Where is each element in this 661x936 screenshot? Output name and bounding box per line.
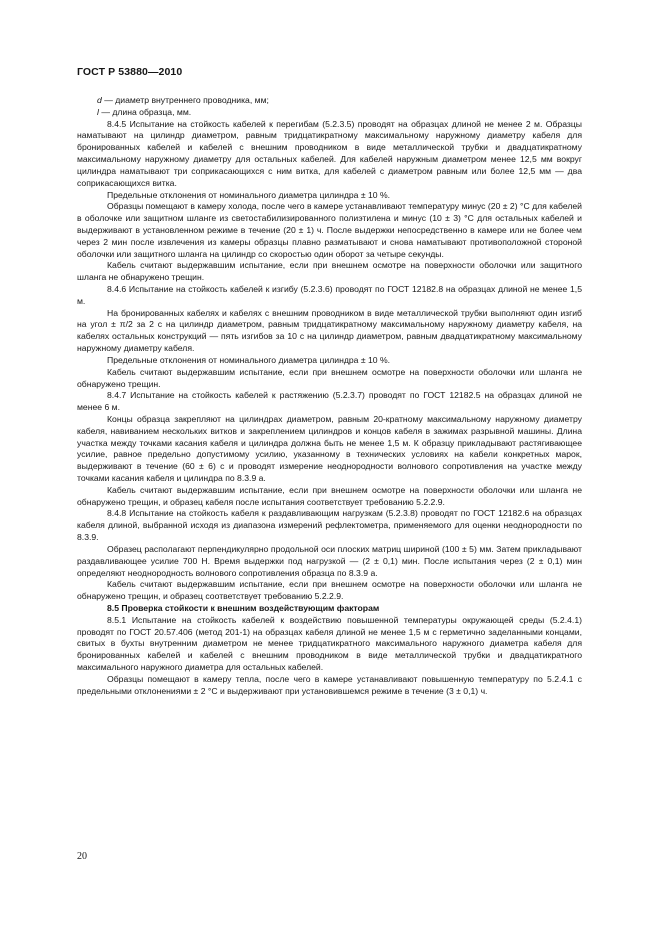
clause-8-4-5: 8.4.5 Испытание на стойкость кабелей к перегибам (5.2.3.5) проводят на образцах длиной не менее 2 м. Образцы наматывают на цилиндр диаметром, равным тридцатикратному максимальному наружному диаметру кабеля для бронированных кабелей и кабелей с внешним проводником в виде металлической трубки и двадцатикратному максимальному наружному диаметру для остальных кабелей. Для кабелей наружным диаметром менее 12,5 мм вокруг цилиндра наматывают три соприкасающихся с ним витка, для кабелей с диаметром равным или более 12,5 мм — два соприкасающихся витка. <box>77 118 582 188</box>
page-number: 20 <box>77 851 87 862</box>
definition-l <box>77 107 582 119</box>
definition-l-text: — длина образца, мм. <box>98 106 192 117</box>
paragraph-pass-criteria-4: Кабель считают выдержавшим испытание, если при внешнем осмотре на поверхности оболочки или шланга не обнаружено трещин, и образец соответствует требованию 5.2.2.9. <box>77 579 582 602</box>
paragraph-tolerance-1: Предельные отклонения от номинального диаметра цилиндра ± 10 %. <box>107 189 391 200</box>
symbol-l: l <box>97 106 99 117</box>
paragraph-tolerance-2: Предельные отклонения от номинального диаметра цилиндра ± 10 %. <box>107 354 391 365</box>
clause-8-4-8: 8.4.8 Испытание на стойкость кабеля к раздавливающим нагрузкам (5.2.3.8) проводят по ГОСТ 12182.6 на образцах кабеля длиной, выбранной исходя из диапазона измерений рефлектометра, применяемого для оценки неоднородности по 8.3.9. <box>77 508 582 543</box>
paragraph-pass-criteria-2: Кабель считают выдержавшим испытание, если при внешнем осмотре на поверхности оболочки или шланга не обнаружено трещин. <box>77 366 582 389</box>
definition-d <box>77 95 582 107</box>
symbol-d: d <box>97 95 102 105</box>
paragraph-pass-criteria-1: Кабель считают выдержавшим испытание, если при внешнем осмотре на поверхности оболочки или защитного шланга не обнаружено трещин. <box>77 260 582 283</box>
paragraph-pass-criteria-3: Кабель считают выдержавшим испытание, если при внешнем осмотре на поверхности оболочки или шланга не обнаружено трещин, и образец кабеля после испытания соответствует требованию 5.2.2.9. <box>77 484 582 507</box>
clause-8-4-7: 8.4.7 Испытание на стойкость кабелей к растяжению (5.2.3.7) проводят по ГОСТ 12182.5 на образцах длиной не менее 6 м. <box>77 390 582 413</box>
clause-8-5-1: 8.5.1 Испытание на стойкость кабелей к воздействию повышенной температуры окружающей среды (5.2.4.1) проводят по ГОСТ 20.57.406 (метод 201-1) на образцах кабеля длиной не менее 1,5 м с герметично заделанными концами, свитых в бухты внутренним диаметром не менее тридцатикратного максимального наружного диаметра кабеля для бронированных кабелей и кабелей с внешним проводником в виде металлической трубки и двадцатикратного максимального наружного диаметра для остальных кабелей. <box>77 614 582 672</box>
clause-8-4-6: 8.4.6 Испытание на стойкость кабелей к изгибу (5.2.3.6) проводят по ГОСТ 12182.8 на образцах длиной не менее 1,5 м. <box>77 284 582 306</box>
definition-d-text: — диаметр внутреннего проводника, мм; <box>101 95 269 105</box>
paragraph-heat-chamber: Образцы помещают в камеру тепла, после чего в камере устанавливают повышенную температуру по 5.2.4.1 с предельными отклонениями ± 2 °С и выдерживают при установившемся режиме в течение (3 ± 0,1) ч. <box>77 673 582 696</box>
paragraph-bending: На бронированных кабелях и кабелях с внешним проводником в виде металлической трубки выполняют один изгиб на угол ± π/2 за 2 с на цилиндр диаметром, равным тридцатикратному максимальному наружному диаметру кабеля, на кабелях остальных конструкций — пять изгибов за 10 с на цилиндр диаметром, равным двадцатикратному максимальному наружному диаметру кабеля. <box>77 307 582 354</box>
document-header: ГОСТ Р 53880—2010 <box>77 66 183 78</box>
document-body <box>77 95 582 697</box>
paragraph-cold-chamber: Образцы помещают в камеру холода, после чего в камере устанавливают температуру минус (20 ± 2) °С для кабелей в оболочке или защитном шланге из светостабилизированного полиэтилена и минус (10 ± 3) °С для остальных кабелей и выдерживают в установленном режиме в течение (20 ± 1) ч. После выдержки непосредственно в камере или не более чем через 2 мин после извлечения из камеры образцы плавно разматывают и снова наматывают противоположной стороной оболочки или защитного шланга на цилиндр со скоростью один оборот за четыре секунды. <box>77 201 582 259</box>
section-heading-8-5: 8.5 Проверка стойкости к внешним воздействующим факторам <box>107 602 380 613</box>
paragraph-crush: Образец располагают перпендикулярно продольной оси плоских матриц шириной (100 ± 5) мм. Затем прикладывают раздавливающее усилие 700 Н. Время выдержки под нагрузкой — (2 ± 0,1) мин. После испытания через (2 ± 0,1) мин определяют неоднородность волнового сопротивления образца по 8.3.9 а. <box>77 543 582 578</box>
paragraph-tension: Концы образца закрепляют на цилиндрах диаметром, равным 20-кратному максимальному наружному диаметру кабеля, навиванием нескольких витков и закреплением цилиндров и концов кабеля в зажимах разрывной машины. Длина участка между точками касания кабеля и цилиндра должна быть не менее 1,5 м. К образцу прикладывают растягивающее усилие, равное предельно допустимому усилию, указанному в технических условиях на кабели конкретных марок, выдерживают в течение (60 ± 6) с и проводят измерение неоднородности волнового сопротивления на участке между точками касания кабеля и цилиндра по 8.3.9 а. <box>77 413 582 483</box>
